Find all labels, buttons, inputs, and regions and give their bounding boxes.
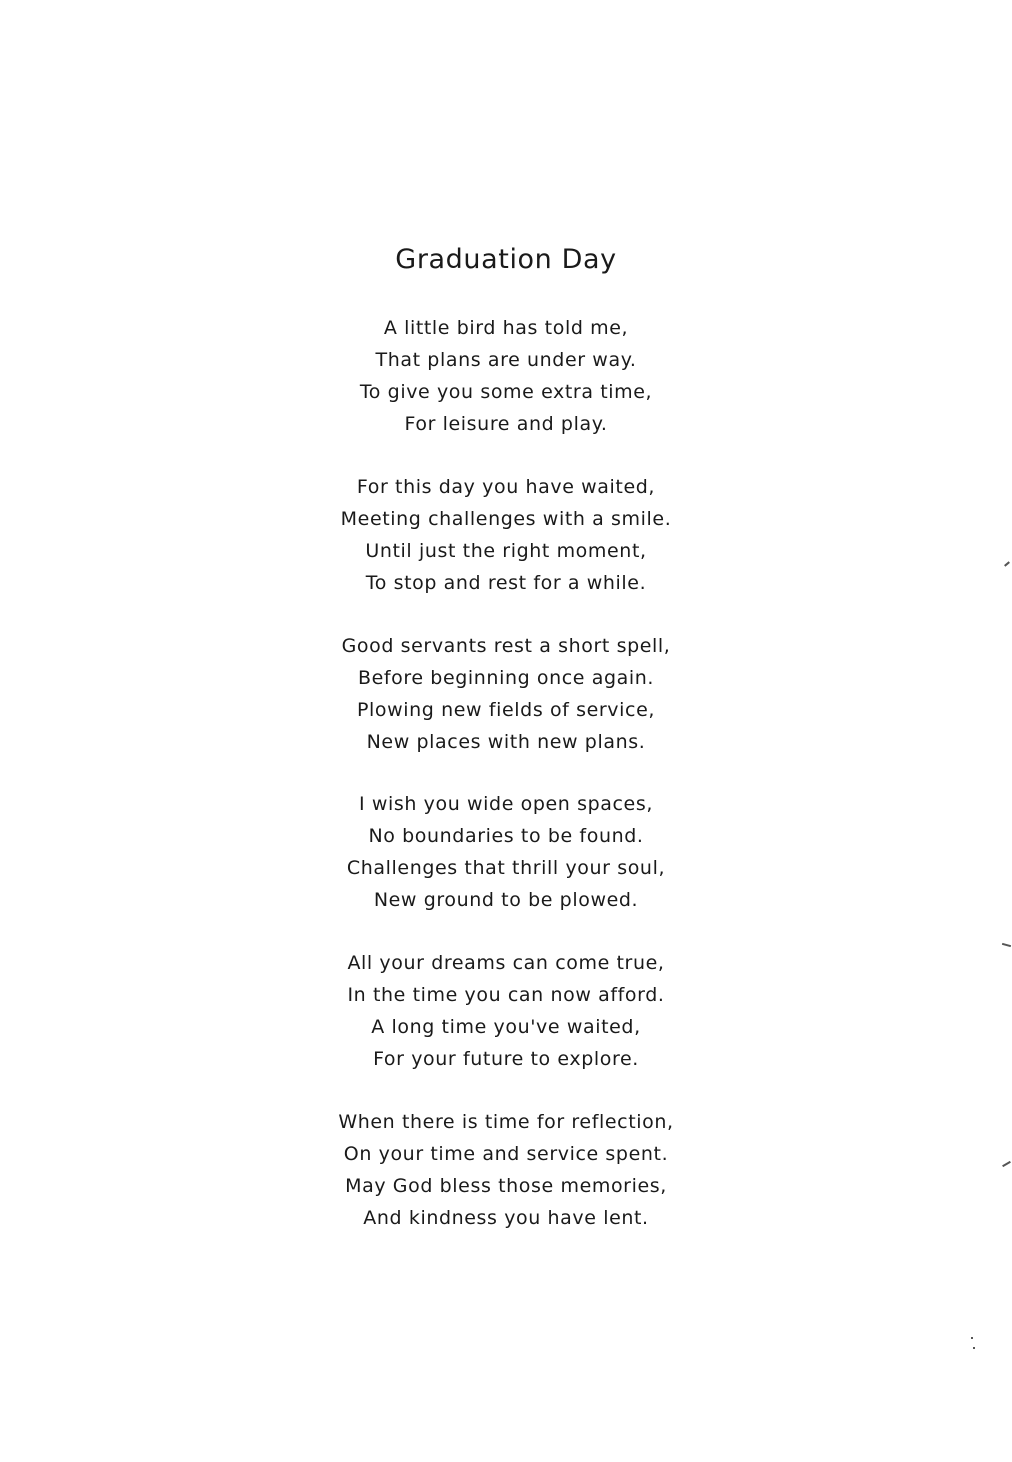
poem-line: A long time you've waited, xyxy=(371,1016,641,1038)
poem-line: Good servants rest a short spell, xyxy=(341,635,671,657)
stanza-6 xyxy=(0,1106,1012,1234)
poem-line: To stop and rest for a while. xyxy=(365,572,647,594)
poem-line: For your future to explore. xyxy=(373,1048,639,1070)
stanza-1 xyxy=(0,312,1012,440)
poem-line: Meeting challenges with a smile. xyxy=(340,508,672,530)
poem-line: New places with new plans. xyxy=(366,731,646,753)
poem-line: Before beginning once again. xyxy=(357,667,655,689)
poem-line: When there is time for reflection, xyxy=(338,1111,674,1133)
poem-line: Challenges that thrill your soul, xyxy=(346,857,666,879)
poem-title: Graduation Day xyxy=(395,244,617,275)
stanza-3 xyxy=(0,630,1012,758)
poem-line: That plans are under way. xyxy=(375,349,637,371)
stanza-5 xyxy=(0,947,1012,1075)
poem-line: To give you some extra time, xyxy=(359,381,653,403)
scan-mark xyxy=(973,1347,975,1349)
poem-line: New ground to be plowed. xyxy=(373,889,639,911)
poem-line: May God bless those memories, xyxy=(345,1175,667,1197)
stanza-2 xyxy=(0,471,1012,599)
poem-line: On your time and service spent. xyxy=(343,1143,669,1165)
poem-line: A little bird has told me, xyxy=(383,317,629,339)
poem-line: For leisure and play. xyxy=(404,413,608,435)
stanza-4 xyxy=(0,788,1012,916)
poem-line: Until just the right moment, xyxy=(365,540,647,562)
poem-line: I wish you wide open spaces, xyxy=(359,793,653,815)
poem-line: No boundaries to be found. xyxy=(368,825,644,847)
poem-line: Plowing new fields of service, xyxy=(356,699,656,721)
poem-line: For this day you have waited, xyxy=(356,476,656,498)
poem-line: And kindness you have lent. xyxy=(363,1207,649,1229)
scan-mark xyxy=(971,1337,973,1339)
poem-line: All your dreams can come true, xyxy=(347,952,665,974)
poem-line: In the time you can now afford. xyxy=(347,984,665,1006)
